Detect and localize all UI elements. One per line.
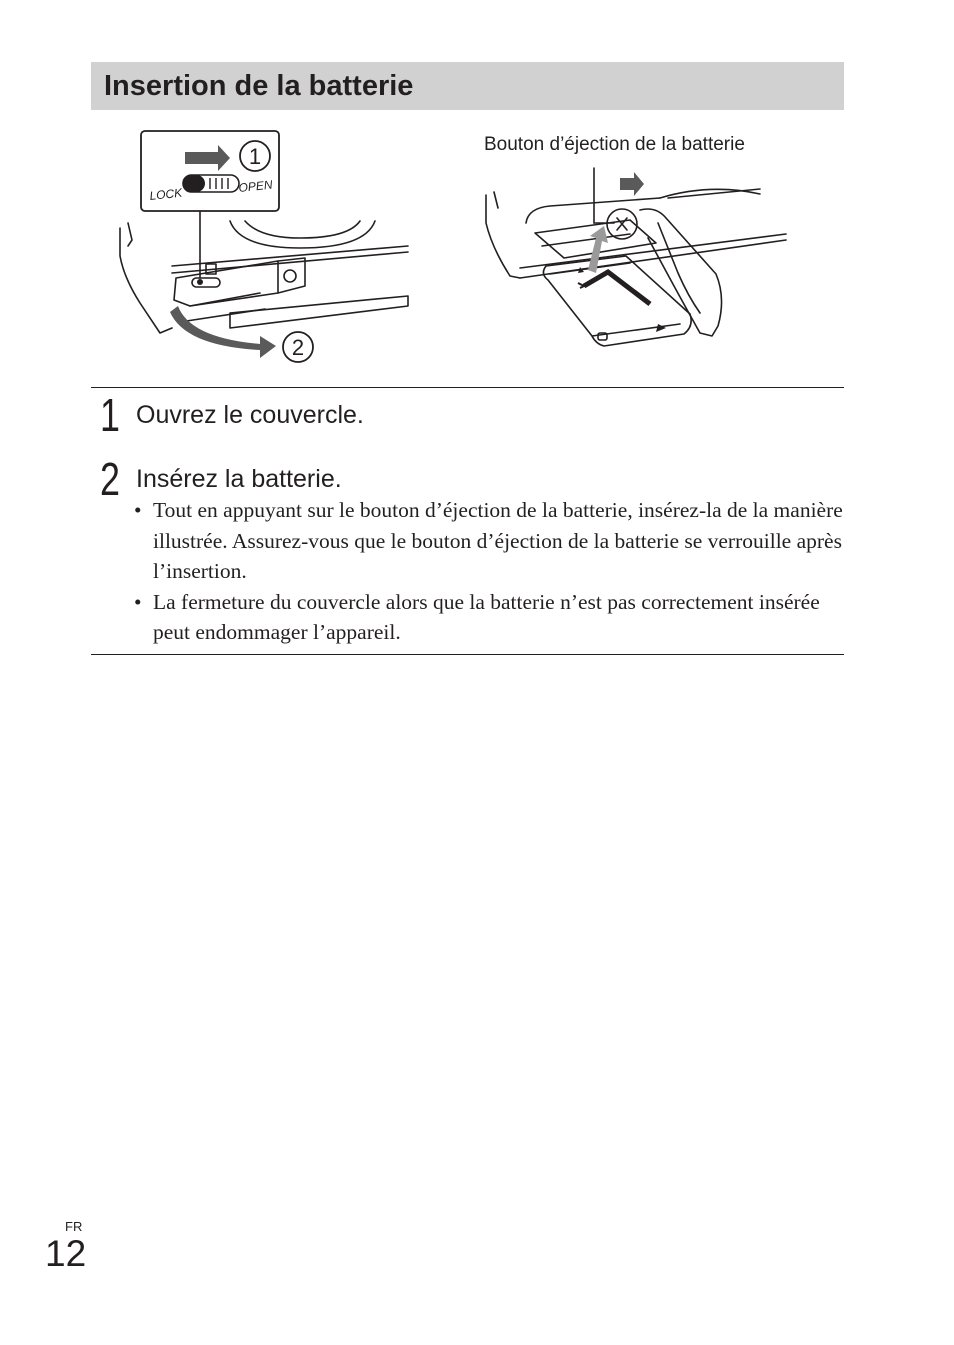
- eject-button-label: Bouton d’éjection de la batterie: [484, 134, 745, 155]
- step-2-number: 2: [100, 453, 120, 505]
- list-item: [134, 495, 846, 587]
- step-2-title: Insérez la batterie.: [136, 465, 342, 493]
- opened-door: [640, 209, 722, 336]
- section-title: Insertion de la batterie: [104, 70, 414, 102]
- page-number: 12: [45, 1233, 87, 1274]
- step-1-number: 1: [100, 389, 120, 441]
- camera-body: [486, 195, 520, 278]
- camera-body: [120, 228, 172, 333]
- open-label: OPEN: [237, 177, 274, 195]
- top-rule: [91, 387, 844, 388]
- list-item: [134, 587, 846, 648]
- eject-arrow-icon: [620, 172, 644, 196]
- open-direction-arrow-icon: [170, 306, 276, 358]
- open-cover-illustration: [110, 128, 415, 368]
- page-language-code: FR: [65, 1219, 83, 1234]
- bullet-icon: •: [134, 498, 142, 522]
- bullet-icon: •: [134, 589, 142, 614]
- lock-label: LOCK: [148, 185, 183, 203]
- callout-2-label: 2: [291, 335, 305, 360]
- lens-outline: [230, 221, 375, 248]
- note-text: La fermeture du couvercle alors que la batterie n’est pas correctement insérée peut endommager l’appareil.: [153, 589, 820, 644]
- bottom-rule: [91, 654, 844, 655]
- section-title-bar: [91, 62, 844, 110]
- insert-battery-illustration: [480, 128, 790, 353]
- step-2-notes: [134, 495, 846, 648]
- callout-1-label: 1: [248, 144, 262, 169]
- note-text: Tout en appuyant sur le bouton d’éjection de la batterie, insérez-la de la manière illustrée. Assurez-vous que le bouton d’éjection de la batterie se verrouille après l’insertion.: [153, 498, 843, 583]
- step-1-title: Ouvrez le couvercle.: [136, 401, 364, 429]
